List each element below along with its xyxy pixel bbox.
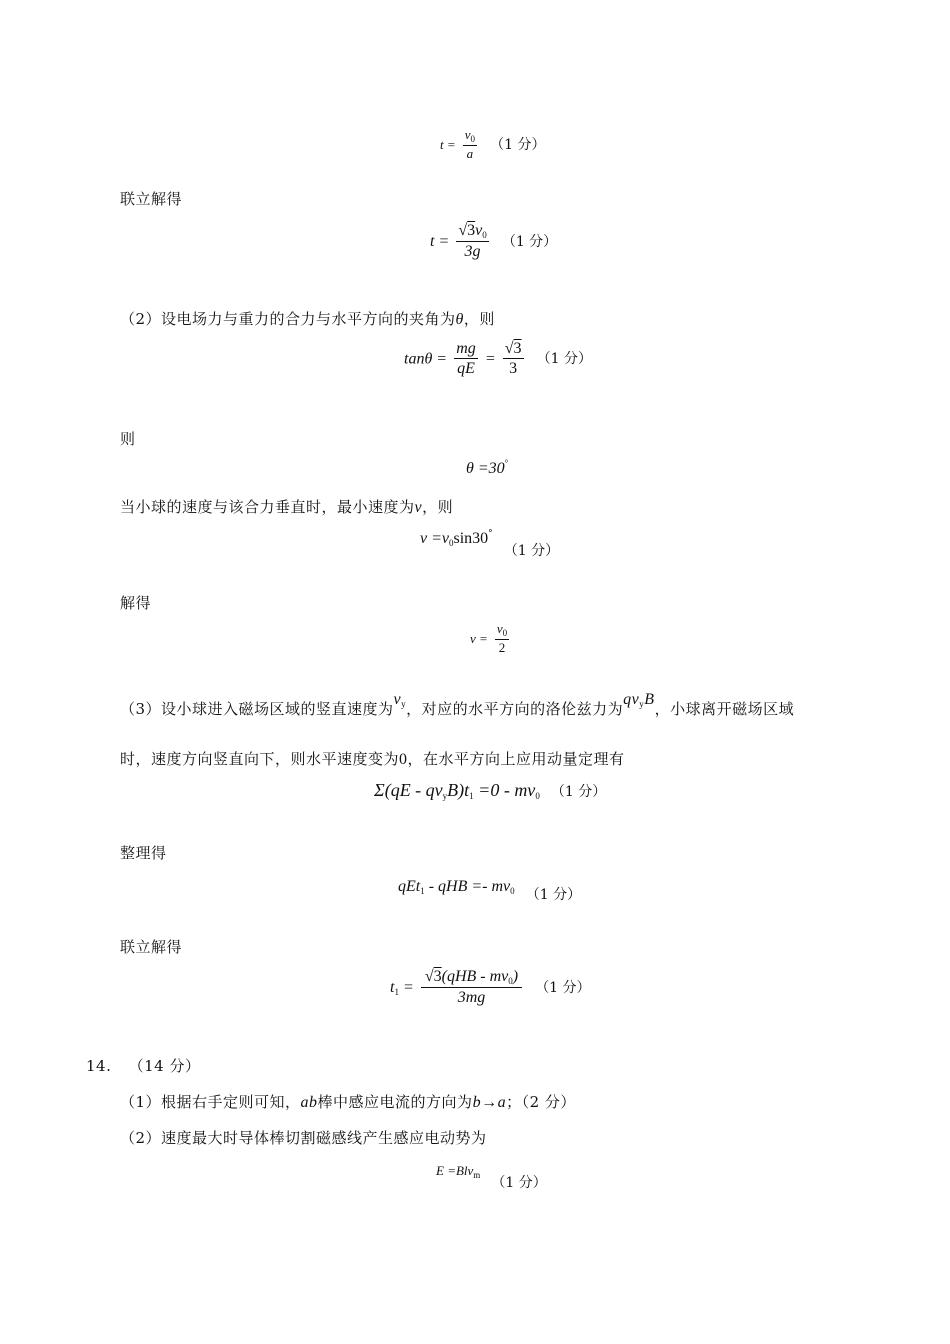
text-part3-line2: 时，速度方向竖直向下，则水平速度变为0，在水平方向上应用动量定理有	[120, 750, 625, 768]
text-ze: 则	[120, 430, 136, 448]
text-lianli-2: 联立解得	[120, 938, 183, 956]
equation-emf: E =Blv$_m$ （1 分）	[436, 1163, 547, 1191]
equation-t1: $t_1$ = $\frac{√3(qHB - mv_0)}{3mg}$ （1 分）	[390, 968, 591, 1006]
text-part2-intro: （2）设电场力与重力的合力与水平方向的夹角为θ，则	[120, 310, 495, 328]
equation-qet1: qEt$_1$ - qHB =- $mv_0$ （1 分）	[398, 878, 582, 903]
score-1: （1 分）	[490, 137, 546, 154]
eq1-fraction: $\frac{v_0}{a}$	[464, 127, 476, 161]
eq2-fraction: $\frac{√3v_0}{3g}$	[458, 222, 487, 260]
question-14-part2: （2）速度最大时导体棒切割磁感线产生感应电动势为	[120, 1129, 487, 1147]
question-14-part1: （1）根据右手定则可知，ab棒中感应电流的方向为b→a；（2 分）	[120, 1093, 576, 1111]
equation-time-v0-over-a	[440, 128, 545, 161]
equation-momentum: $\Sigma(qE - qv_yB)t_1 =0 - mv_0$ （1 分）	[374, 780, 607, 801]
equation-v-min: $v =v_0\sin 30^\circ$ （1 分）	[420, 529, 560, 559]
question-14-header: 14. （14 分）	[86, 1057, 201, 1075]
text-jiede: 解得	[120, 594, 152, 612]
text-part3-line1: （3）设小球进入磁场区域的竖直速度为$v_y$，对应的水平方向的洛伦兹力为$qv_yB$，小球离开磁场区域	[120, 691, 795, 718]
equation-tan-theta: tanθ = $\frac{mg}{qE}$ = $\frac{√3}{3}$ （1 分）	[404, 340, 592, 377]
equation-time-root3: t = $\frac{√3v_0}{3g}$ （1 分）	[430, 222, 558, 260]
eq1-lhs: t =	[440, 137, 456, 153]
text-lianli-1: 联立解得	[120, 190, 183, 208]
equation-v-half: v = $\frac{v_0}{2}$	[470, 621, 508, 655]
text-zhengli: 整理得	[120, 844, 167, 862]
text-min-speed: 当小球的速度与该合力垂直时，最小速度为v，则	[120, 498, 454, 516]
equation-theta-30: θ =30°	[466, 458, 509, 477]
